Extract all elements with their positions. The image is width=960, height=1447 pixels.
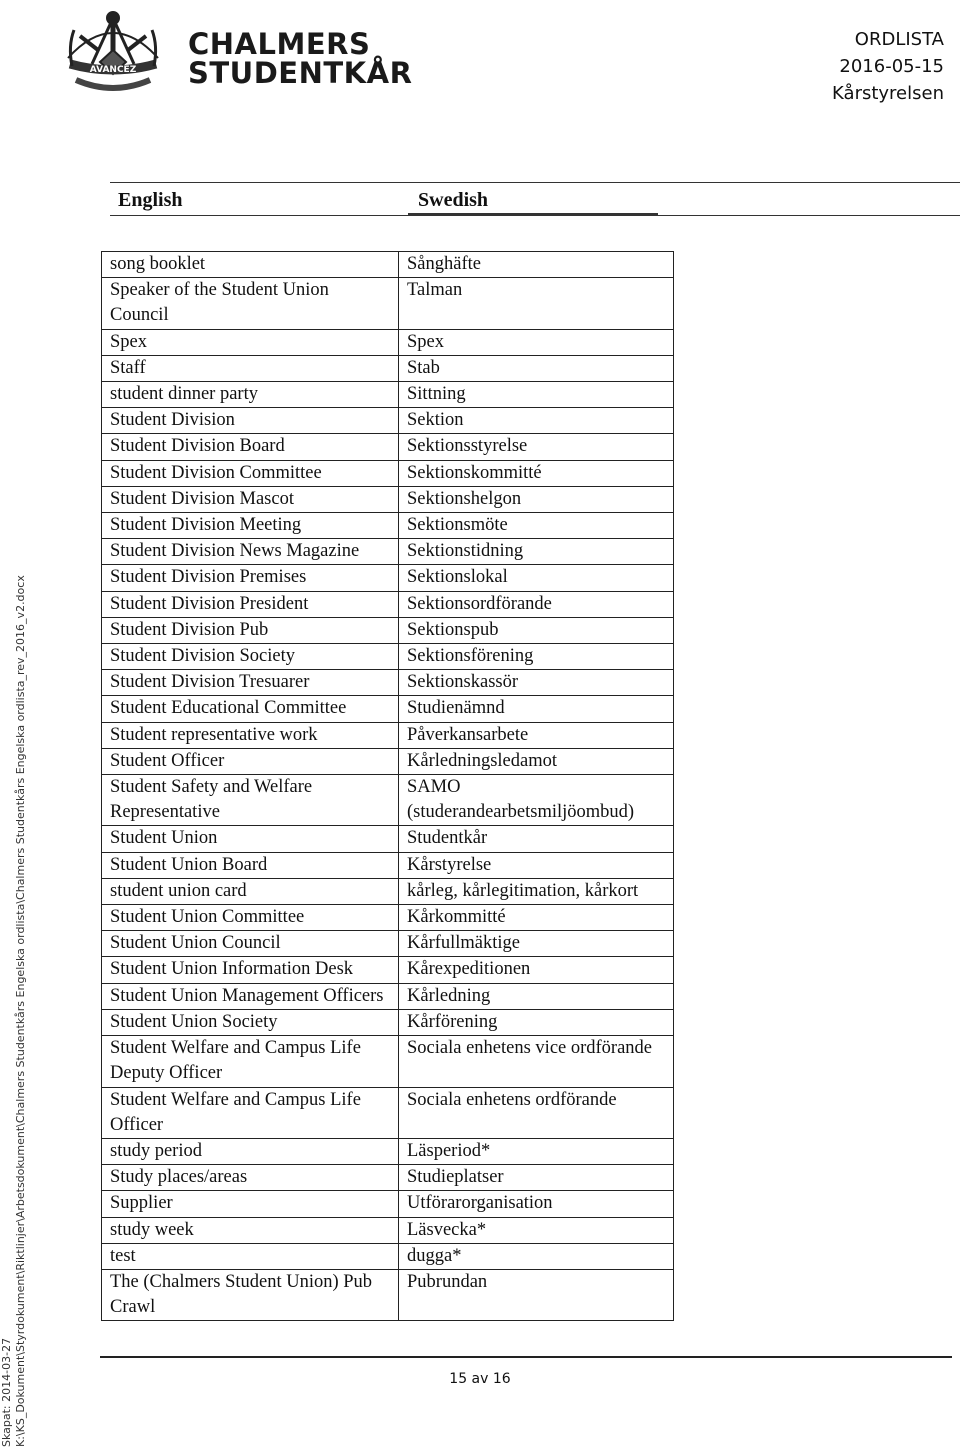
- english-term: Student Union Council: [102, 931, 399, 957]
- swedish-term: Kårfullmäktige: [399, 931, 674, 957]
- table-row: [102, 983, 674, 1009]
- chalmers-studentkar-logo: [58, 6, 168, 102]
- table-row: [102, 460, 674, 486]
- swedish-term: Sektionsmöte: [399, 513, 674, 539]
- swedish-term: Kårförening: [399, 1009, 674, 1035]
- table-row: [102, 382, 674, 408]
- english-term: Student Union Information Desk: [102, 957, 399, 983]
- english-term: Student Division Society: [102, 644, 399, 670]
- column-header-swedish: Swedish: [418, 189, 489, 211]
- table-row: [102, 748, 674, 774]
- table-row: [102, 1217, 674, 1243]
- swedish-term: Sektionsstyrelse: [399, 434, 674, 460]
- swedish-term: Läsperiod*: [399, 1138, 674, 1164]
- english-term: Student Division Tresuarer: [102, 670, 399, 696]
- table-row: [102, 565, 674, 591]
- swedish-term: Stab: [399, 355, 674, 381]
- english-term: Student Division Mascot: [102, 486, 399, 512]
- english-term: study period: [102, 1138, 399, 1164]
- swedish-term: Sittning: [399, 382, 674, 408]
- table-row: [102, 696, 674, 722]
- swedish-term: Sektionshelgon: [399, 486, 674, 512]
- english-term: Student Division President: [102, 591, 399, 617]
- english-term: Study places/areas: [102, 1165, 399, 1191]
- footer-divider: [100, 1356, 952, 1358]
- swedish-term: Pubrundan: [399, 1269, 674, 1320]
- english-term: Student Division News Magazine: [102, 539, 399, 565]
- swedish-term: Kårkommitté: [399, 905, 674, 931]
- table-row: [102, 1191, 674, 1217]
- english-term: Student Educational Committee: [102, 696, 399, 722]
- english-term: Speaker of the Student Union Council: [102, 278, 399, 329]
- table-row: [102, 1087, 674, 1138]
- swedish-term: SAMO (studerandearbetsmiljöombud): [399, 775, 674, 826]
- english-term: Student Union Board: [102, 852, 399, 878]
- created-date: Skapat: 2014-03-27: [0, 1337, 13, 1447]
- english-term: Student Union Society: [102, 1009, 399, 1035]
- table-row: [102, 1243, 674, 1269]
- english-term: Spex: [102, 329, 399, 355]
- swedish-term: Utförarorganisation: [399, 1191, 674, 1217]
- table-row: [102, 1009, 674, 1035]
- table-row: [102, 408, 674, 434]
- file-path: K:\KS_Dokument\Styrdokument\Riktlinjer\Arbetsdokument\Chalmers Studentkårs Engelska ordlista\Chalmers Studentkårs Engelska ordlista_rev_2016_v2.docx: [14, 575, 27, 1447]
- english-term: Student Welfare and Campus Life Officer: [102, 1087, 399, 1138]
- english-term: study week: [102, 1217, 399, 1243]
- swedish-term: Studienämnd: [399, 696, 674, 722]
- table-row: [102, 617, 674, 643]
- english-term: Student Division Committee: [102, 460, 399, 486]
- english-term: The (Chalmers Student Union) Pub Crawl: [102, 1269, 399, 1320]
- swedish-term: Studentkår: [399, 826, 674, 852]
- table-row: [102, 329, 674, 355]
- table-row: [102, 775, 674, 826]
- table-row: [102, 252, 674, 278]
- english-term: song booklet: [102, 252, 399, 278]
- swedish-term: Sektionskassör: [399, 670, 674, 696]
- english-term: Supplier: [102, 1191, 399, 1217]
- english-term: Student Division Premises: [102, 565, 399, 591]
- swedish-term: Påverkansarbete: [399, 722, 674, 748]
- swedish-term: Sektionsförening: [399, 644, 674, 670]
- swedish-term: Sektionsordförande: [399, 591, 674, 617]
- english-term: Student Division: [102, 408, 399, 434]
- header-underline: [408, 213, 658, 215]
- swedish-term: Sociala enhetens vice ordförande: [399, 1036, 674, 1087]
- english-term: Staff: [102, 355, 399, 381]
- swedish-term: Sektionstidning: [399, 539, 674, 565]
- table-row: [102, 355, 674, 381]
- table-row: [102, 434, 674, 460]
- swedish-term: Talman: [399, 278, 674, 329]
- english-term: student dinner party: [102, 382, 399, 408]
- table-row: [102, 826, 674, 852]
- swedish-term: Kårledningsledamot: [399, 748, 674, 774]
- document-info: [832, 26, 944, 107]
- table-row: [102, 1269, 674, 1320]
- swedish-term: Sektionskommitté: [399, 460, 674, 486]
- swedish-term: Sektion: [399, 408, 674, 434]
- swedish-term: Läsvecka*: [399, 1217, 674, 1243]
- swedish-term: Spex: [399, 329, 674, 355]
- swedish-term: Sektionslokal: [399, 565, 674, 591]
- swedish-term: Kårstyrelse: [399, 852, 674, 878]
- table-row: [102, 722, 674, 748]
- table-row: [102, 1165, 674, 1191]
- column-header-row: [110, 182, 960, 216]
- swedish-term: kårleg, kårlegitimation, kårkort: [399, 878, 674, 904]
- english-term: Student Safety and Welfare Representative: [102, 775, 399, 826]
- english-term: Student Union Committee: [102, 905, 399, 931]
- table-row: [102, 670, 674, 696]
- swedish-term: Sånghäfte: [399, 252, 674, 278]
- english-term: Student Division Pub: [102, 617, 399, 643]
- table-row: [102, 513, 674, 539]
- swedish-term: Kårexpeditionen: [399, 957, 674, 983]
- english-term: Student Union: [102, 826, 399, 852]
- swedish-term: Sektionspub: [399, 617, 674, 643]
- table-row: [102, 591, 674, 617]
- brand-wordmark: [188, 27, 413, 90]
- swedish-term: Kårledning: [399, 983, 674, 1009]
- english-term: test: [102, 1243, 399, 1269]
- english-term: Student Union Management Officers: [102, 983, 399, 1009]
- logo-text: AVANCEZ: [89, 65, 137, 75]
- swedish-term: dugga*: [399, 1243, 674, 1269]
- english-term: Student representative work: [102, 722, 399, 748]
- table-row: [102, 931, 674, 957]
- brand-line-2: STUDENTKÅR: [188, 56, 413, 90]
- english-term: Student Division Meeting: [102, 513, 399, 539]
- english-term: Student Division Board: [102, 434, 399, 460]
- column-header-english: English: [118, 189, 183, 211]
- swedish-term: Sociala enhetens ordförande: [399, 1087, 674, 1138]
- table-row: [102, 1036, 674, 1087]
- document-date: 2016-05-15: [839, 56, 944, 77]
- document-owner: Kårstyrelsen: [832, 83, 944, 104]
- brand-line-1: CHALMERS: [188, 27, 371, 61]
- table-row: [102, 852, 674, 878]
- english-term: Student Welfare and Campus Life Deputy Officer: [102, 1036, 399, 1087]
- english-term: Student Officer: [102, 748, 399, 774]
- page-number: 15 av 16: [449, 1371, 511, 1387]
- table-row: [102, 957, 674, 983]
- side-margin-text: [0, 575, 28, 1447]
- table-row: [102, 905, 674, 931]
- table-row: [102, 878, 674, 904]
- document-title: ORDLISTA: [854, 29, 944, 50]
- table-row: [102, 1138, 674, 1164]
- table-row: [102, 539, 674, 565]
- table-row: [102, 278, 674, 329]
- english-term: student union card: [102, 878, 399, 904]
- swedish-term: Studieplatser: [399, 1165, 674, 1191]
- glossary-table: [101, 251, 674, 1321]
- table-row: [102, 644, 674, 670]
- table-row: [102, 486, 674, 512]
